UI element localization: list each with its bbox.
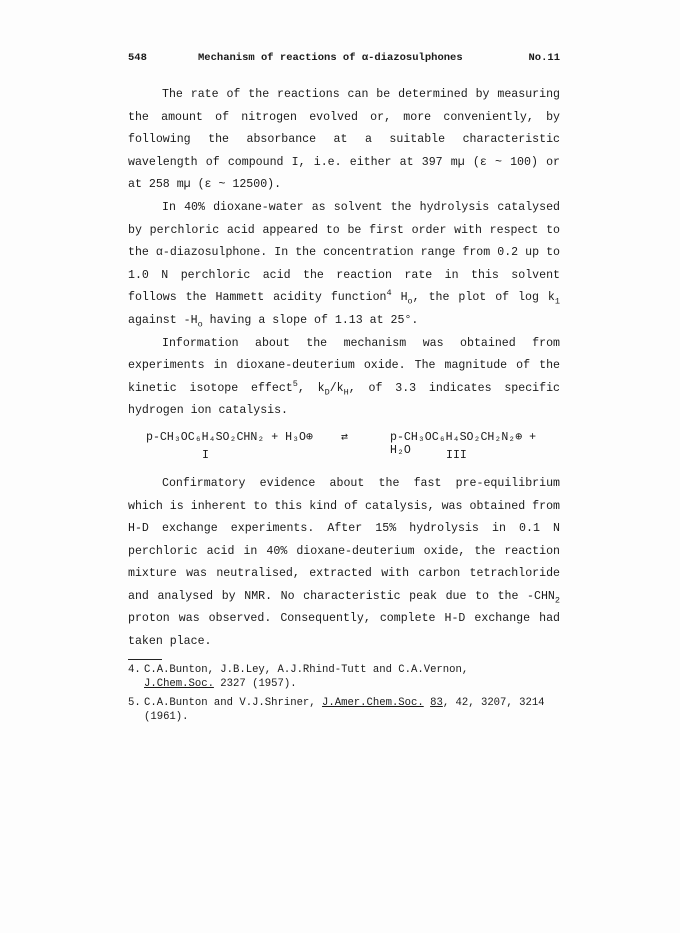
reaction-equation [128, 429, 560, 469]
footnotes [128, 663, 568, 729]
journal-name: J.Amer.Chem.Soc. [322, 697, 424, 709]
footnote-rule [128, 659, 162, 660]
compound-label-i: I [202, 448, 209, 462]
footnote-ref-5: 5 [292, 378, 298, 389]
body-text [128, 84, 560, 654]
paragraph-confirmatory: Confirmatory evidence about the fast pre-equilibrium which is inherent to this kind of catalysis, was obtained from H-D exchange experiments. After 15% hydrolysis in 0.1 N perchloric acid in 40% dioxane-deuterium oxide, the reaction mixture was neutralised, extracted with carbon tetrachloride and analysed by NMR. No characteristic peak due to the $-CHN_2$ proton was observed. Consequently, complete H-D exchange had taken place. [128, 476, 560, 649]
running-header [128, 52, 560, 72]
equilibrium-arrow-icon: ⇄ [341, 430, 348, 444]
equation-products: p-CH₃OC₆H₄SO₂CH₂N₂⊕ + H₂O [390, 430, 537, 457]
compound-label-iii: III [446, 448, 467, 462]
issue-number: No.11 [528, 52, 560, 64]
footnote-4: 4. C.A.Bunton, J.B.Ley, A.J.Rhind-Tutt and C.A.Vernon, J.Chem.Soc. 2327 (1957). [128, 664, 469, 690]
paragraph-mechanism: Information about the mechanism was obtained from experiments in dioxane-deuterium oxide. The magnitude of the kinetic isotope effect$^5$, $k_D/k_H$, of 3.3 indicates specific hydrogen ion catalysis. [128, 336, 561, 418]
paragraph-hydrolysis: In 40% dioxane-water as solvent the hydrolysis catalysed by perchloric acid appeared to be first order with respect to the α-diazosulphone. In the concentration range from 0.2 up to 1.0 N perchloric acid the reaction rate in this solvent follows the Hammett acidity function$^4$ $H_o$, the plot of $\log k_1$ against $-H_o$ having a slope of 1.13 at 25°. [128, 200, 560, 330]
volume-number: 83 [430, 697, 443, 709]
footnote-ref-4: 4 [386, 288, 392, 299]
footnote-5: 5. C.A.Bunton and V.J.Shriner, J.Amer.Chem.Soc. 83, 42, 3207, 3214 (1961). [128, 697, 545, 723]
equation-reactants: p-CH₃OC₆H₄SO₂CHN₂ + H₃O⊕ [146, 430, 313, 444]
journal-name: J.Chem.Soc. [144, 678, 214, 690]
page-number: 548 [128, 52, 147, 64]
paragraph-rate: The rate of the reactions can be determined by measuring the amount of nitrogen evolved or, more conveniently, by following the absorbance at a suitable characteristic wavelength of compound I, i.e. either at 397 mµ (ε ~ 100) or at 258 mµ (ε ~ 12500). [128, 88, 560, 192]
running-title: Mechanism of reactions of α-diazosulphones [198, 52, 463, 64]
